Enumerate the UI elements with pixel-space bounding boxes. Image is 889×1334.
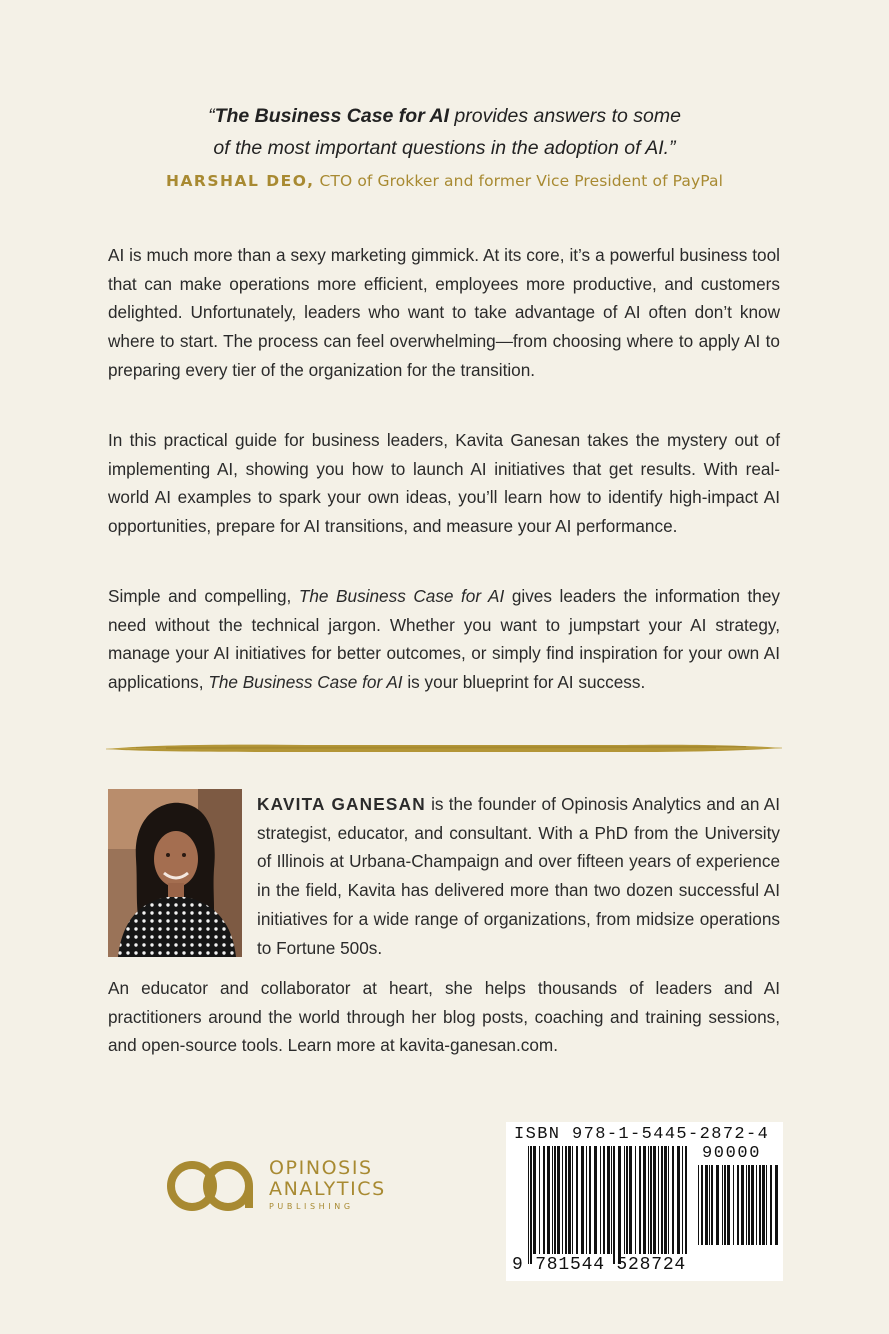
publisher-name-line-1: OPINOSIS xyxy=(269,1157,373,1179)
p3-part-c: is your blueprint for AI success. xyxy=(402,672,646,693)
barcode-bar xyxy=(668,1146,669,1254)
barcode-bar xyxy=(618,1146,621,1264)
barcode-bar xyxy=(727,1165,730,1245)
barcode-bar xyxy=(650,1146,652,1254)
p3-book-title-2: The Business Case for AI xyxy=(208,672,403,693)
attribution-role: CTO of Grokker and former Vice President of PayPal xyxy=(314,172,724,190)
barcode-bar xyxy=(635,1146,636,1254)
barcode-bar xyxy=(586,1146,587,1254)
barcode-bar xyxy=(528,1146,529,1264)
publisher-name-line-3: PUBLISHING xyxy=(269,1202,354,1211)
quote-line-1 xyxy=(60,100,829,132)
p3-part-a: Simple and compelling, xyxy=(108,586,299,606)
barcode-bar xyxy=(709,1165,710,1245)
barcode-bar xyxy=(603,1146,605,1254)
barcode-bar xyxy=(677,1146,680,1254)
barcode-bar xyxy=(552,1146,553,1254)
barcode-bar xyxy=(770,1165,772,1245)
description-paragraph-1: AI is much more than a sexy marketing gimmick. At its core, it’s a powerful business tool that can make operations more efficient, employees more productive, and customers delighted. Unfortunately, leaders who want to take advantage of AI often don’t know where to start. The process can feel overwhelming—from choosing where to apply AI to preparing every tier of the organization for the transition. xyxy=(108,245,780,380)
barcode-bar xyxy=(661,1146,663,1254)
quote-line-2: of the most important questions in the adoption of AI.” xyxy=(213,137,676,159)
barcode-bar xyxy=(543,1146,545,1254)
barcode-bar xyxy=(547,1146,550,1254)
barcode-bar xyxy=(716,1165,719,1245)
barcode-bar xyxy=(746,1165,747,1245)
isbn-price-code: 90000 xyxy=(702,1144,762,1163)
price-barcode-bars xyxy=(698,1165,778,1257)
quote-attribution xyxy=(60,172,829,190)
barcode-bar xyxy=(701,1165,703,1245)
p3-part-b: gives leaders the information they need without the technical jargon. Whether you want to jumpstart your AI strategy, manage your AI initiatives for better outcomes, or simply find inspiration for your own AI applications, xyxy=(108,586,780,693)
isbn-digits: 9 781544 528724 xyxy=(512,1255,687,1275)
barcode-bar xyxy=(530,1146,532,1264)
barcode-bar xyxy=(756,1165,757,1245)
barcode-bar xyxy=(572,1146,573,1254)
p3-book-title-1: The Business Case for AI xyxy=(298,586,505,606)
barcode-bar xyxy=(682,1146,683,1254)
linked-rings-logo-icon xyxy=(165,1159,257,1213)
barcode-bar xyxy=(594,1146,597,1254)
quote-open-mark: “ xyxy=(208,105,215,127)
barcode-bar xyxy=(539,1146,540,1254)
barcode-bar xyxy=(741,1165,744,1245)
description-paragraph-2: In this practical guide for business leaders, Kavita Ganesan takes the mystery out of implementing AI, showing you how to launch AI initiatives that get results. With real-world AI examples to spark your own ideas, you’ll learn how to identify high-impact AI opportunities, prepare for AI transitions, and measure your AI performance. xyxy=(108,430,780,537)
author-bio-text-1: is the founder of Opinosis Analytics and an AI strategist, educator, and consultant. With a PhD from the University of Illinois at Urbana-Champaign and over fifteen years of experience in the field, Kavita has delivered more than two dozen successful AI initiatives for a wide range of organizations, from midsize operations to Fortune 500s. xyxy=(257,794,780,958)
barcode-bar xyxy=(672,1146,674,1254)
barcode-bar xyxy=(568,1146,571,1254)
barcode-bar xyxy=(565,1146,567,1254)
isbn-barcode xyxy=(506,1122,783,1281)
isbn-label: ISBN 978-1-5445-2872-4 xyxy=(514,1125,770,1144)
barcode-bar xyxy=(562,1146,563,1254)
gold-brush-divider xyxy=(106,740,782,756)
barcode-bar xyxy=(762,1165,765,1245)
barcode-bar xyxy=(658,1146,659,1254)
barcode-bar xyxy=(607,1146,610,1254)
barcode-bar xyxy=(581,1146,584,1254)
barcode-bar xyxy=(533,1146,536,1254)
barcode-bar xyxy=(698,1165,699,1245)
barcode-bar xyxy=(576,1146,578,1254)
barcode-bar xyxy=(664,1146,667,1254)
barcode-bar xyxy=(639,1146,641,1254)
cover-quote xyxy=(60,100,829,164)
ean-barcode-bars xyxy=(528,1146,692,1266)
author-photo xyxy=(108,789,242,957)
barcode-bar xyxy=(722,1165,723,1245)
barcode-bar xyxy=(589,1146,591,1254)
barcode-bar xyxy=(733,1165,734,1245)
quote-book-title: The Business Case for AI xyxy=(214,105,449,127)
barcode-bar xyxy=(724,1165,726,1245)
barcode-bar xyxy=(653,1146,656,1254)
barcode-bar xyxy=(759,1165,761,1245)
description-paragraph-3 xyxy=(108,582,780,697)
barcode-bar xyxy=(557,1146,560,1254)
barcode-bar xyxy=(705,1165,708,1245)
barcode-bar xyxy=(648,1146,649,1254)
barcode-bar xyxy=(611,1146,612,1254)
barcode-bar xyxy=(751,1165,754,1245)
author-bio-paragraph-1 xyxy=(257,790,780,962)
author-name: KAVITA GANESAN xyxy=(257,794,426,814)
attribution-name: HARSHAL DEO, xyxy=(165,172,315,190)
barcode-bar xyxy=(737,1165,739,1245)
barcode-bar xyxy=(766,1165,767,1245)
barcode-bar xyxy=(600,1146,601,1254)
quote-line-1-rest: provides answers to some xyxy=(449,105,681,127)
author-bio-paragraph-2: An educator and collaborator at heart, she helps thousands of leaders and AI practitioners around the world through her blog posts, coaching and training sessions, and open-source tools. Learn more at kavita-ganesan.com. xyxy=(108,978,780,1056)
barcode-bar xyxy=(624,1146,625,1254)
barcode-bar xyxy=(629,1146,632,1254)
publisher-logo xyxy=(165,1155,405,1217)
barcode-bar xyxy=(626,1146,628,1254)
publisher-name-line-2: ANALYTICS xyxy=(269,1178,386,1200)
barcode-bar xyxy=(685,1146,687,1254)
barcode-bar xyxy=(554,1146,556,1254)
barcode-bar xyxy=(748,1165,750,1245)
barcode-bar xyxy=(613,1146,615,1264)
barcode-bar xyxy=(643,1146,646,1254)
barcode-bar xyxy=(775,1165,778,1245)
barcode-bar xyxy=(711,1165,713,1245)
